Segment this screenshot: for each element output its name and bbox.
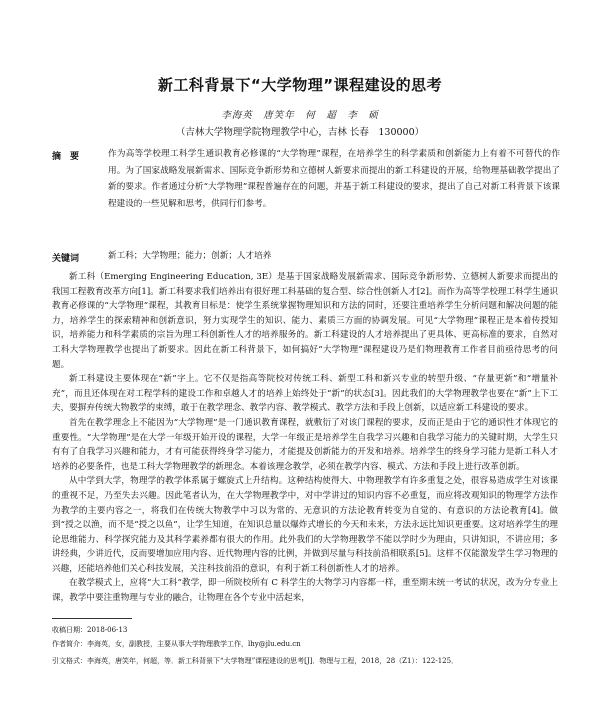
received-date: 收稿日期：2018-06-13 — [52, 626, 128, 634]
footnote-divider — [52, 618, 132, 619]
abstract-text: 作为高等学校理工科学生通识教育必修课的“大学物理”课程，在培养学生的科学素质和创新能力上有着不可替代的作用。为了国家战略发展新需求、国际竞争新形势和立德树人新要求而提出的新工科建设的开展，给物理基础教学提出了新的要求。作者通过分析“大学物理”课程普遍存在的问题，并基于新工科建设的要求，提出了自己对新工科背景下该课程建设的一些见解和思考，供同行们参考。 — [108, 149, 560, 209]
keywords-label: 关键词 — [52, 254, 80, 264]
keywords-text: 新工科；大学物理；能力；创新；人才培养 — [108, 251, 272, 261]
paper-title: 新工科背景下“大学物理”课程建设的思考 — [157, 76, 443, 94]
author-note: 作者简介：李海英，女，副教授，主要从事大学物理教学工作，lhy@jlu.edu.cn — [52, 640, 301, 648]
citation-format: 引文格式：李海英，唐笑年，何超，等．新工科背景下“大学物理”课程建设的思考[J]．物理与工程，2018，28（Z1）：122-125． — [52, 657, 459, 665]
abstract-label: 摘 要 — [52, 152, 80, 162]
body-paragraph-4: 从中学到大学，物理学的教学体系属于螺旋式上升结构。这种结构使得大、中物理教学有许多重复之处，很容易造成学生对该课的重视不足，乃至失去兴趣。因此笔者认为，在大学物理教学中，对中学讲过的知识内容不必重复，而应将改观知识的物理学方法作为教学的主要内容之一，将我们在传统大物教学中习以为常的、无意识的方法论教育转变为自觉的、有意识的方法论教育[4]。做到“授之以渔，而不是“授之以鱼”，让学生知道，在知识总量以爆炸式增长的今天和未来，方法永远比知识更重要。这对培养学生的理论思维能力、科学探究能力及其科学素养都有很大的作用。此外我们的大学物理教学不能以学时少为理由，只讲知识，不讲应用；多讲经典，少讲近代，反而要增加应用内容、近代物理内容的比例，并做到尽量与科技前沿相联系[5]。这样不仅能激发学生学习物理的兴趣，还能培养他们关心科技发展，关注科技前沿的意识，有利于新工科创新性人才的培养。 — [52, 476, 558, 574]
author-list: 李海英 唐笑年 何 超 李 硕 — [221, 110, 379, 121]
body-text — [52, 270, 558, 606]
body-paragraph-1: 新工科（Emerging Engineering Education, 3E）是基于国家战略发展新需求、国际竞争新形势、立德树人新要求而提出的我国工程教育改革方向[1]。新工科要求我们培养出有很好理工科基础的复合型、综合性创新人才[2]。而作为高等学校理工科学生通识教育必修课的“大学物理”课程，其教育目标是：使学生系统掌握物理知识和方法的同时，还要注重培养学生分析问题和解决问题的能力，培养学生的探索精神和创新意识，努力实现学生的知识、能力、素质三方面的协调发展。可见“大学物理”课程正是本着传授知识，培养能力和科学素质的宗旨为理工科创新性人才的培养服务的。新工科建设的人才培养提出了更具体、更高标准的要求，自然对工科大学物理教学也提出了新要求。因此在新工科背景下，如何搞好“大学物理”课程建设乃是们物理教育工作者目前亟待思考的问题。 — [52, 272, 558, 370]
body-paragraph-2: 新工科建设主要体现在“新”字上。它不仅是指高等院校对传统工科、新型工科和新兴专业的转型升级、“存量更新”和“增量补充”，而且还体现在对工程学科的建设工作和卓越人才的培养上始终处于“新”的状态[3]。因此我们的大学物理教学也要在“新”上下工夫，要摒弃传统大物教学的束缚，敢于在教学理念、教学内容、教学模式、教学方法和手段上创新，以适应新工科建设的要求。 — [52, 374, 558, 414]
body-paragraph-5: 在教学模式上，应将“大工科”教学，即一所院校所有 C 科学生的大物学习内容都一样，重至期末统一考试的状况，改为分专业上课，教学中要注重物理与专业的融合，让物理在各个专业中活起来， — [52, 578, 558, 604]
affiliation: （吉林大学物理学院物理教学中心，吉林 长春 130000） — [175, 127, 425, 138]
body-paragraph-3: 首先在教学理念上不能因为“大学物理”是一门通识教育课程，就敷衍了对该门课程的要求，反而正是由于它的通识性才体现它的重要性。“大学物理”是在大学一年级开始开设的课程，大学一年级正是培养学生自我学习兴趣和自我学习能力的关键时期，大学生只有有了自我学习兴趣和能力，才有可能获得终身学习能力，才能提及创新能力的开发和培养。培养学生的终身学习能力是新工科人才培养的必要条件，也是工科大学物理教学的新理念。本着该理念教学，必须在教学内容、模式、方法和手段上进行改革创新。 — [52, 417, 558, 472]
